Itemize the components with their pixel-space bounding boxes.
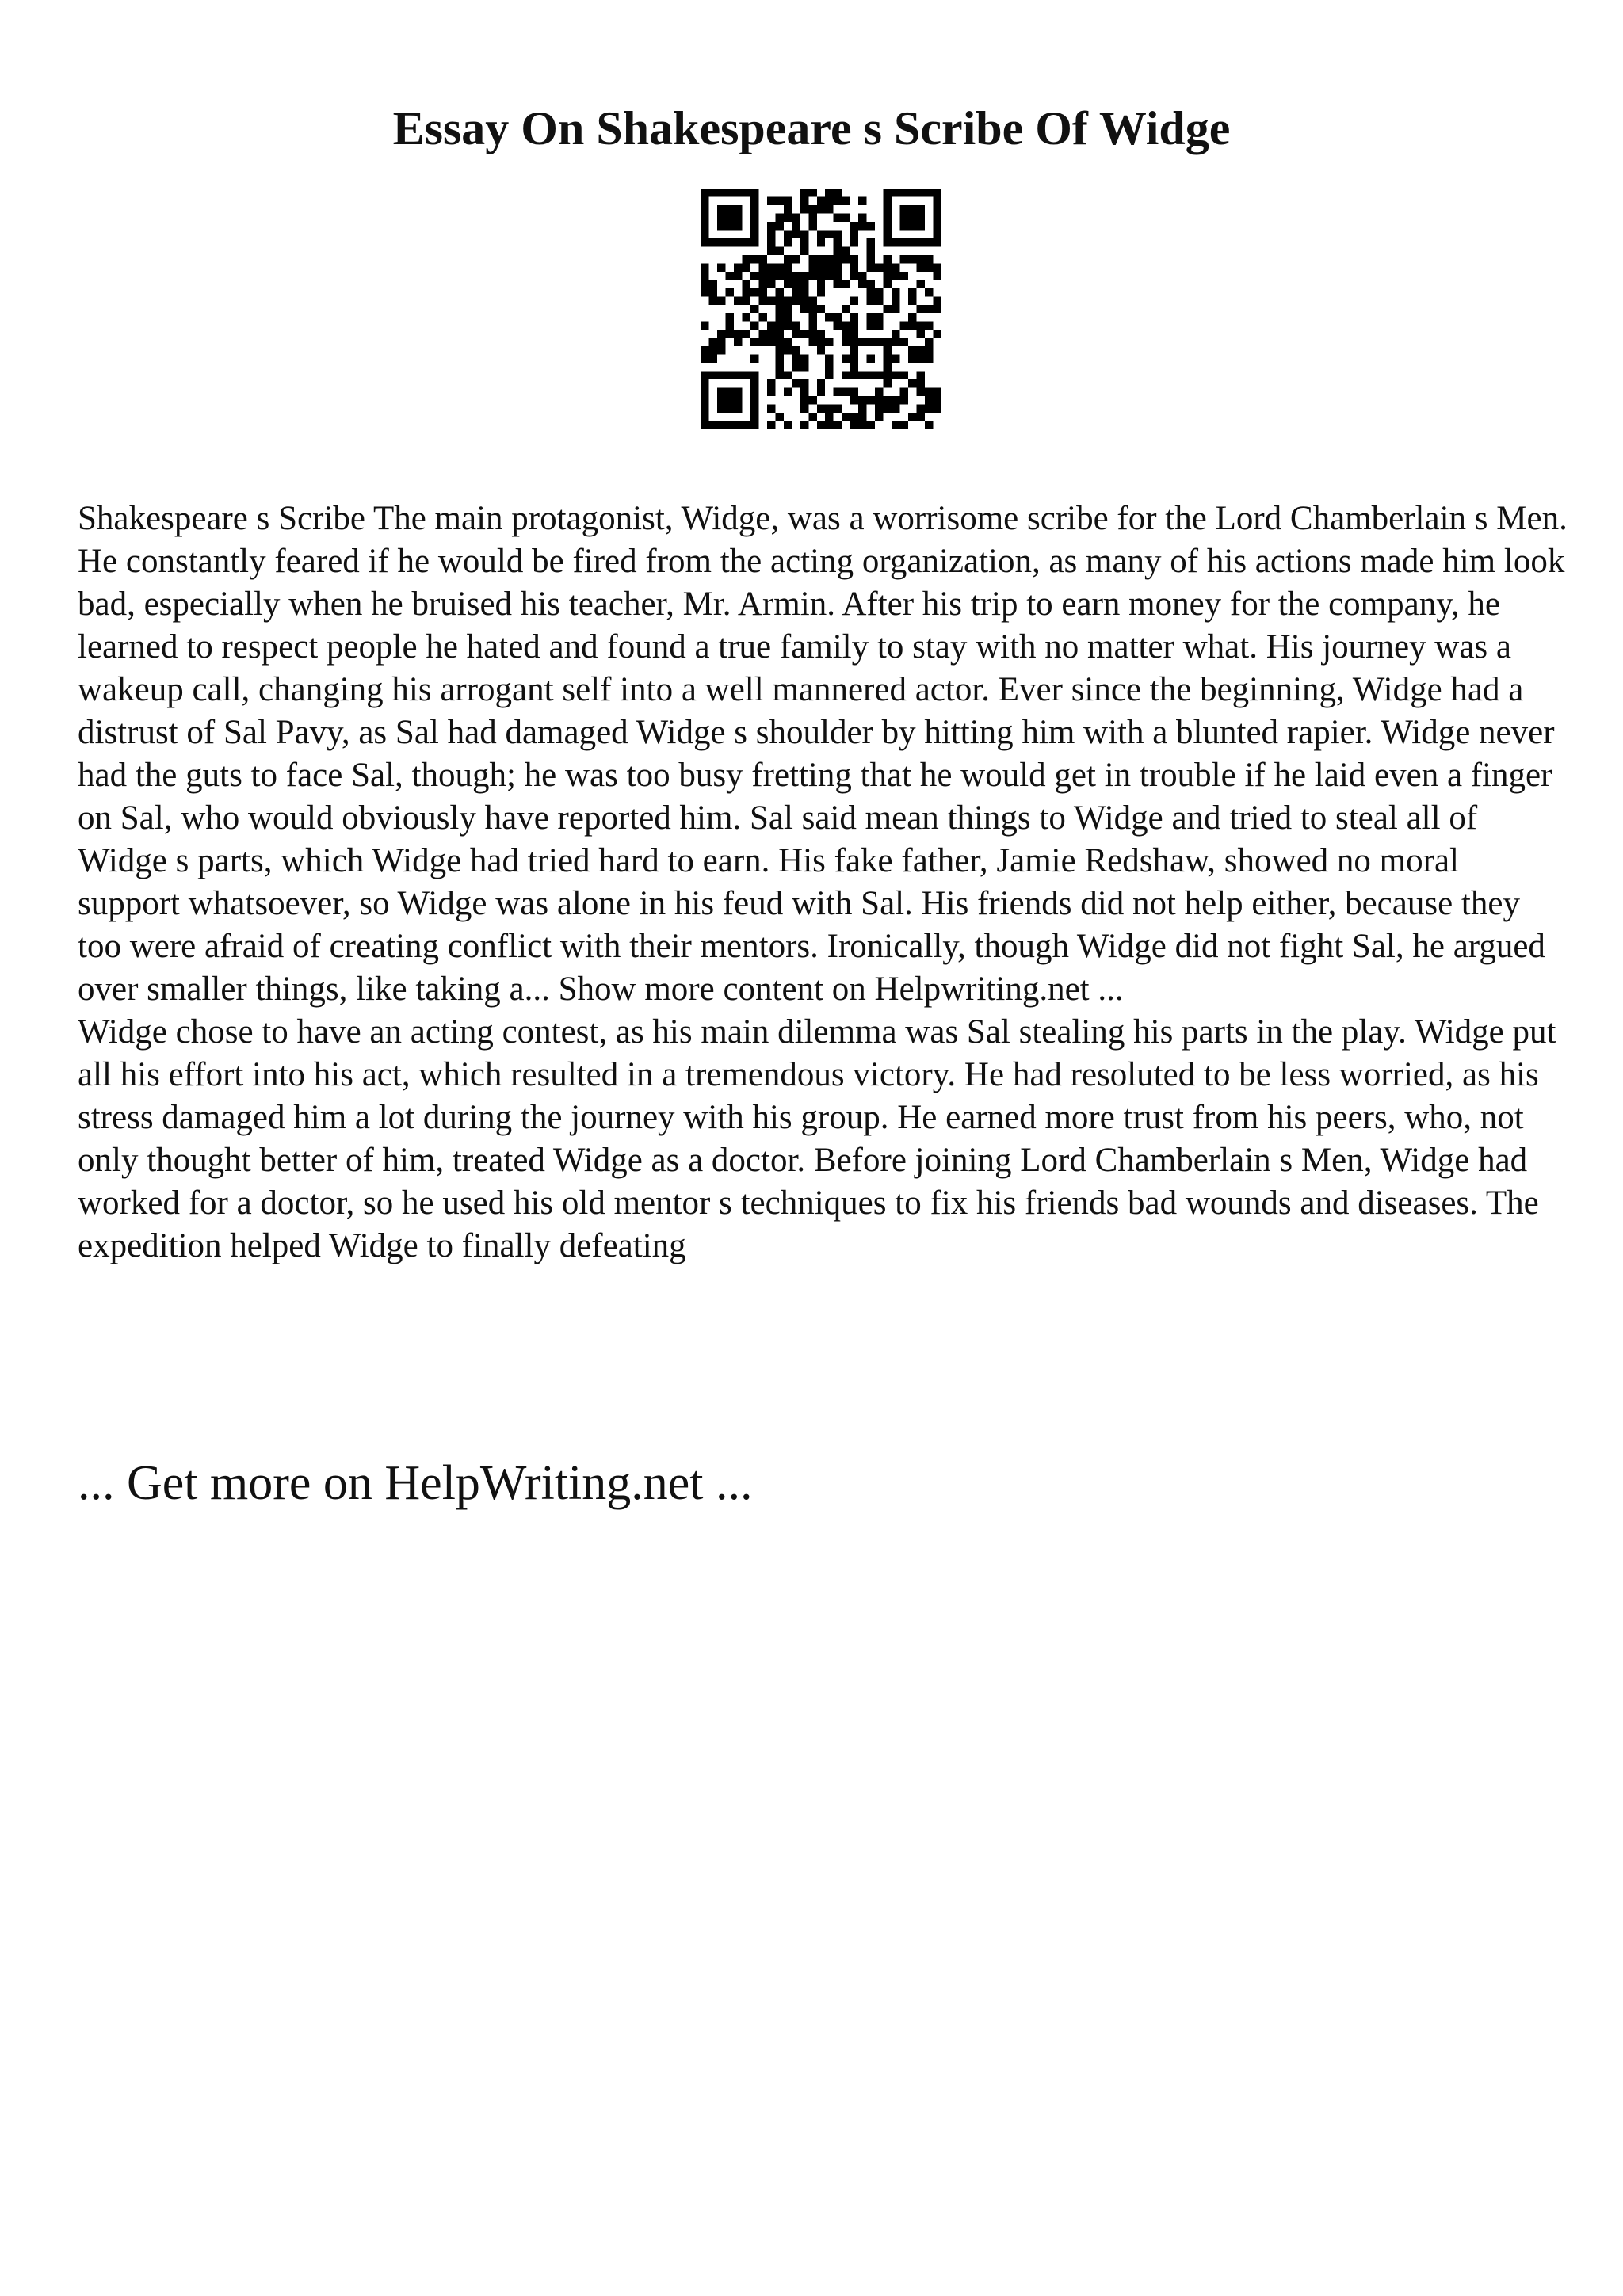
essay-body bbox=[78, 498, 1568, 1268]
get-more-link[interactable]: ... Get more on HelpWriting.net ... bbox=[78, 1456, 753, 1510]
essay-paragraph: Shakespeare s Scribe The main protagonist, Widge, was a worrisome scribe for the Lord Chamberlain s Men. He constantly feared if he would be fired from the acting organization, as many of his actions made him look bad, especially when he bruised his teacher, Mr. Armin. After his trip to earn money for the company, he learned to respect people he hated and found a true family to stay with no matter what. His journey was a wakeup call, changing his arrogant self into a well mannered actor. Ever since the beginning, Widge had a distrust of Sal Pavy, as Sal had damaged Widge s shoulder by hitting him with a blunted rapier. Widge never had the guts to face Sal, though; he was too busy fretting that he would get in trouble if he laid even a finger on Sal, who would obviously have reported him. Sal said mean things to Widge and tried to steal all of Widge s parts, which Widge had tried hard to earn. His fake father, Jamie Redshaw, showed no moral support whatsoever, so Widge was alone in his feud with Sal. His friends did not help either, because they too were afraid of creating conflict with their mentors. Ironically, though Widge did not fight Sal, he argued over smaller things, like taking a... Show more content on Helpwriting.net ... bbox=[78, 500, 1568, 1008]
essay-paragraph: Widge chose to have an acting contest, as his main dilemma was Sal stealing his parts in the play. Widge put all his effort into his act, which resulted in a tremendous victory. He had resoluted to be less worried, as his stress damaged him a lot during the journey with his group. He earned more trust from his peers, who, not only thought better of him, treated Widge as a doctor. Before joining Lord Chamberlain s Men, Widge had worked for a doctor, so he used his old mentor s techniques to fix his friends bad wounds and diseases. The expedition helped Widge to finally defeating bbox=[78, 1013, 1556, 1264]
page-title: Essay On Shakespeare s Scribe Of Widge bbox=[392, 102, 1231, 154]
qr-code-icon bbox=[701, 189, 941, 429]
